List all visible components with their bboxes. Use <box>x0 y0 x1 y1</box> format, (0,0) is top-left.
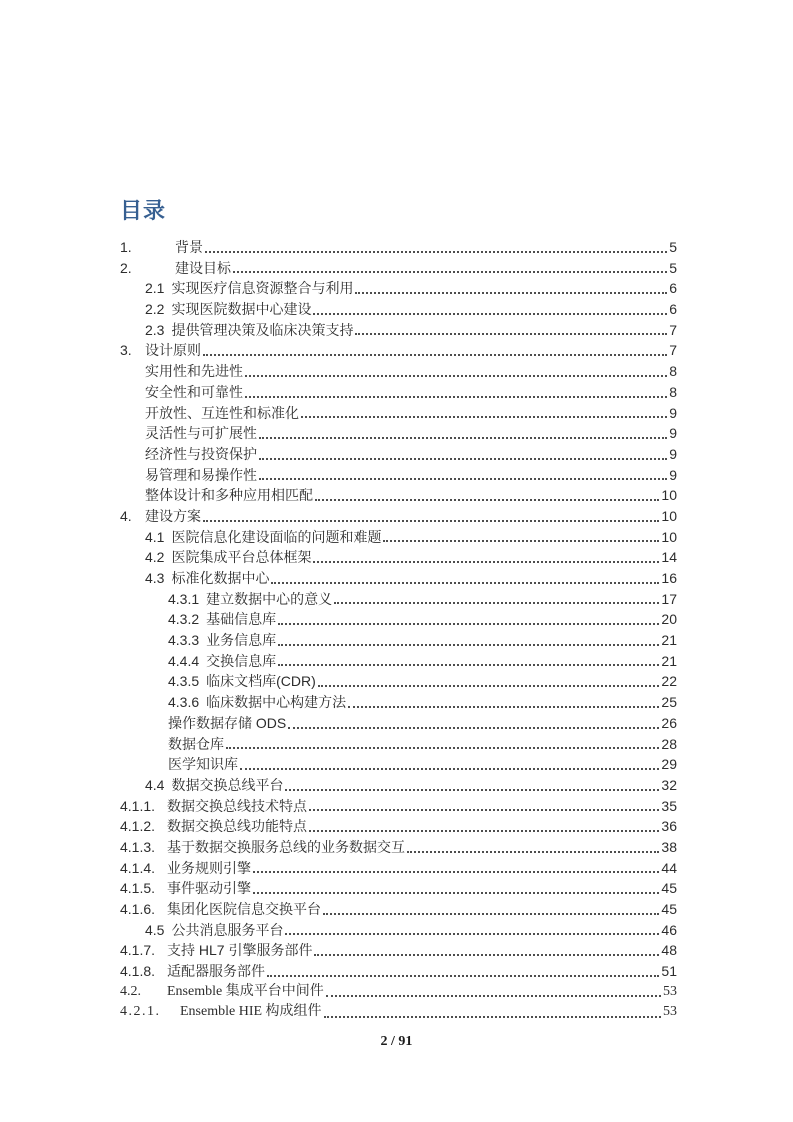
dotted-leader <box>203 520 659 522</box>
dotted-leader <box>348 706 659 708</box>
toc-entry[interactable] <box>120 237 677 258</box>
toc-entry-number: 2.1 <box>145 280 165 297</box>
toc-entry-title: 建设方案 <box>145 507 201 524</box>
toc-entry-page: 36 <box>661 818 677 835</box>
toc-entry-page: 20 <box>661 611 677 628</box>
toc-entry-page: 21 <box>661 652 677 669</box>
toc-entry-number: 4.2 <box>145 549 165 566</box>
dotted-leader <box>309 830 659 832</box>
toc-entry[interactable] <box>120 671 677 692</box>
toc-entry[interactable] <box>120 568 677 589</box>
dotted-leader <box>313 561 659 563</box>
dotted-leader <box>233 271 667 273</box>
dotted-leader <box>205 251 667 253</box>
dotted-leader <box>278 623 659 625</box>
toc-entry-title: 业务信息库 <box>206 632 277 649</box>
toc-entry-page: 28 <box>661 735 677 752</box>
dotted-leader <box>259 478 667 480</box>
dotted-leader <box>314 954 659 956</box>
dotted-leader <box>240 768 659 770</box>
toc-entry-page: 29 <box>661 756 677 773</box>
toc-entry-number: 4.1.8. <box>120 963 156 980</box>
toc-entry-page: 45 <box>661 880 677 897</box>
dotted-leader <box>278 644 659 646</box>
toc-entry[interactable] <box>120 651 677 672</box>
toc-entry-number: 4.1.1. <box>120 797 156 814</box>
toc-entry-title: 实现医院数据中心建设 <box>171 301 312 318</box>
toc-entry[interactable] <box>120 878 677 899</box>
toc-entry-number: 2.3 <box>145 321 165 338</box>
toc-entry[interactable] <box>120 382 677 403</box>
toc-entry[interactable] <box>120 734 677 755</box>
toc-entry-number: 4.2.1. <box>120 1004 161 1020</box>
toc-heading: 目录 <box>120 198 167 223</box>
toc-entry-title: 临床数据中心构建方法 <box>206 694 347 711</box>
toc-entry-number: 4.4 <box>145 776 165 793</box>
toc-entry[interactable] <box>120 816 677 837</box>
toc-entry-page: 5 <box>669 239 677 255</box>
toc-entry-title: 公共消息服务平台 <box>171 921 284 938</box>
toc-entry-page: 46 <box>661 921 677 938</box>
toc-entry-number: 4. <box>120 507 132 524</box>
toc-entry-title: 数据仓库 <box>168 735 224 752</box>
toc-entry-page: 53 <box>663 1004 677 1020</box>
toc-entry-number: 4.1.2. <box>120 818 156 835</box>
toc-entry-title: 背景 <box>175 239 203 255</box>
dotted-leader <box>301 416 667 418</box>
toc-entry-title: 实现医疗信息资源整合与利用 <box>171 280 354 297</box>
toc-entry-title: 医院集成平台总体框架 <box>171 549 312 566</box>
toc-entry-page: 38 <box>661 838 677 855</box>
toc-entry-page: 22 <box>661 673 677 690</box>
toc-entry-page: 25 <box>661 694 677 711</box>
dotted-leader <box>285 933 659 935</box>
toc-entry-page: 45 <box>661 901 677 917</box>
toc-entry-page: 7 <box>669 321 677 338</box>
toc-entry-number: 4.3.6 <box>168 694 200 711</box>
toc-entry[interactable] <box>120 630 677 651</box>
toc-entry-number: 1. <box>120 239 132 255</box>
toc-entry-number: 4.4.4 <box>168 652 200 669</box>
toc-entry-number: 4.1.7. <box>120 942 156 959</box>
dotted-leader <box>326 995 661 997</box>
toc-entry[interactable] <box>120 796 677 817</box>
toc-entry[interactable] <box>120 444 677 465</box>
toc-entry-title: 安全性和可靠性 <box>145 383 243 400</box>
toc-entry-page: 48 <box>661 942 677 959</box>
toc-entry-title: 支持 HL7 引擎服务部件 <box>167 942 313 959</box>
toc-entry-title: 数据交换总线平台 <box>171 776 284 793</box>
toc-entry[interactable] <box>120 961 677 982</box>
toc-entry[interactable] <box>120 713 677 734</box>
dotted-leader <box>278 664 659 666</box>
toc-entry-title: 集团化医院信息交换平台 <box>167 901 321 917</box>
dotted-leader <box>253 871 659 873</box>
toc-entry-title: 数据交换总线技术特点 <box>167 797 307 814</box>
toc-entry[interactable] <box>120 899 677 920</box>
toc-entry[interactable] <box>120 589 677 610</box>
dotted-leader <box>245 396 667 398</box>
toc-entry[interactable] <box>120 506 677 527</box>
dotted-leader <box>259 437 667 439</box>
toc-entry-title: 基于数据交换服务总线的业务数据交互 <box>167 838 405 855</box>
dotted-leader <box>323 913 659 915</box>
toc-entry-page: 9 <box>669 425 677 442</box>
toc-entry[interactable] <box>120 423 677 444</box>
toc-entry-title: 提供管理决策及临床决策支持 <box>171 321 354 338</box>
dotted-leader <box>324 1016 661 1018</box>
toc-entry-title: 数据交换总线功能特点 <box>167 818 307 835</box>
toc-entry-title: 医学知识库 <box>168 756 238 773</box>
dotted-leader <box>288 727 659 729</box>
toc-entry[interactable] <box>120 982 677 1003</box>
toc-entry-page: 9 <box>669 466 677 483</box>
toc-entry-number: 2. <box>120 259 132 276</box>
dotted-leader <box>271 582 659 584</box>
dotted-leader <box>309 809 659 811</box>
toc-entry-title: 易管理和易操作性 <box>145 466 257 483</box>
toc-entry-title: 开放性、互连性和标准化 <box>145 404 299 421</box>
toc-entry-title: 设计原则 <box>145 342 201 359</box>
toc-entry-page: 14 <box>661 549 677 566</box>
toc-entry-page: 16 <box>661 570 677 586</box>
dotted-leader <box>334 602 659 604</box>
toc-entry-page: 35 <box>661 797 677 814</box>
dotted-leader <box>245 375 667 377</box>
toc-entry-page: 10 <box>661 487 677 504</box>
dotted-leader <box>355 292 667 294</box>
toc-entry[interactable] <box>120 340 677 361</box>
toc-entry-page: 8 <box>669 383 677 400</box>
toc-entry-page: 17 <box>661 590 677 607</box>
toc-entry-page: 6 <box>669 280 677 297</box>
toc-entry-page: 21 <box>661 632 677 649</box>
toc-entry[interactable] <box>120 940 677 961</box>
dotted-leader <box>383 540 659 542</box>
toc-entry-title: 建设目标 <box>175 259 231 276</box>
toc-list <box>120 237 677 1023</box>
toc-entry[interactable] <box>120 858 677 879</box>
toc-entry-page: 6 <box>669 301 677 318</box>
toc-entry[interactable] <box>120 403 677 424</box>
toc-entry[interactable] <box>120 299 677 320</box>
toc-entry-page: 51 <box>661 963 677 980</box>
toc-entry-page: 10 <box>661 507 677 524</box>
toc-entry[interactable] <box>120 692 677 713</box>
dotted-leader <box>313 313 667 315</box>
toc-entry[interactable] <box>120 361 677 382</box>
toc-entry-page: 44 <box>661 859 677 876</box>
toc-entry-page: 9 <box>669 404 677 421</box>
toc-entry-number: 4.3.3 <box>168 632 200 649</box>
toc-entry-title: 灵活性与可扩展性 <box>145 425 257 442</box>
dotted-leader <box>203 354 667 356</box>
toc-entry-title: 整体设计和多种应用相匹配 <box>145 487 313 504</box>
toc-entry-number: 4.5 <box>145 921 165 938</box>
table-of-contents <box>120 196 677 1023</box>
toc-entry-title: 临床文档库(CDR) <box>206 673 316 690</box>
toc-entry[interactable] <box>120 775 677 796</box>
toc-entry-number: 4.1.4. <box>120 859 156 876</box>
toc-entry-title: 建立数据中心的意义 <box>206 590 333 607</box>
toc-entry-page: 26 <box>661 714 677 731</box>
toc-entry-number: 4.3.1 <box>168 590 200 607</box>
toc-entry-number: 4.1 <box>145 528 165 545</box>
toc-entry-page: 7 <box>669 342 677 359</box>
toc-entry[interactable] <box>120 258 677 279</box>
dotted-leader <box>253 892 659 894</box>
toc-entry-title: Ensemble 集成平台中间件 <box>167 983 324 999</box>
toc-entry-page: 8 <box>669 363 677 380</box>
dotted-leader <box>267 975 659 977</box>
toc-entry-title: 交换信息库 <box>206 652 277 669</box>
toc-entry-title: 实用性和先进性 <box>145 363 243 380</box>
toc-entry-number: 4.3 <box>145 570 165 586</box>
toc-entry-title: 业务规则引擎 <box>167 859 251 876</box>
dotted-leader <box>259 458 667 460</box>
toc-entry-number: 4.2. <box>120 983 141 999</box>
toc-entry-title: 经济性与投资保护 <box>145 445 257 462</box>
toc-entry[interactable] <box>120 547 677 568</box>
dotted-leader <box>318 685 660 687</box>
toc-entry-page: 32 <box>661 776 677 793</box>
dotted-leader <box>285 789 659 791</box>
toc-entry-page: 53 <box>663 983 677 999</box>
toc-entry-page: 5 <box>669 259 677 276</box>
toc-entry-number: 4.1.6. <box>120 901 156 917</box>
toc-entry[interactable] <box>120 527 677 548</box>
toc-entry-title: 操作数据存储 ODS <box>168 714 287 731</box>
toc-entry-number: 4.1.3. <box>120 838 156 855</box>
dotted-leader <box>355 333 667 335</box>
toc-entry[interactable] <box>120 465 677 486</box>
toc-entry-title: 基础信息库 <box>206 611 277 628</box>
toc-entry-number: 4.3.2 <box>168 611 200 628</box>
dotted-leader <box>315 499 659 501</box>
toc-entry-title: Ensemble HIE 构成组件 <box>180 1004 322 1020</box>
toc-entry[interactable] <box>120 920 677 941</box>
toc-entry-title: 标准化数据中心 <box>171 570 270 586</box>
toc-entry[interactable] <box>120 837 677 858</box>
toc-entry-title: 事件驱动引擎 <box>167 880 251 897</box>
toc-entry[interactable] <box>120 485 677 506</box>
toc-entry[interactable] <box>120 320 677 341</box>
toc-entry-number: 2.2 <box>145 301 165 318</box>
toc-entry-number: 4.1.5. <box>120 880 156 897</box>
toc-entry-number: 3. <box>120 342 132 359</box>
toc-entry-number: 4.3.5 <box>168 673 200 690</box>
toc-entry[interactable] <box>120 609 677 630</box>
toc-entry[interactable] <box>120 1002 677 1023</box>
toc-entry[interactable] <box>120 278 677 299</box>
dotted-leader <box>226 747 659 749</box>
page-number-footer: 2 / 91 <box>380 1034 413 1049</box>
toc-entry-page: 9 <box>669 445 677 462</box>
dotted-leader <box>407 851 659 853</box>
toc-entry[interactable] <box>120 754 677 775</box>
toc-entry-page: 10 <box>661 528 677 545</box>
toc-entry-title: 适配器服务部件 <box>167 963 265 980</box>
toc-entry-title: 医院信息化建设面临的问题和难题 <box>171 528 382 545</box>
